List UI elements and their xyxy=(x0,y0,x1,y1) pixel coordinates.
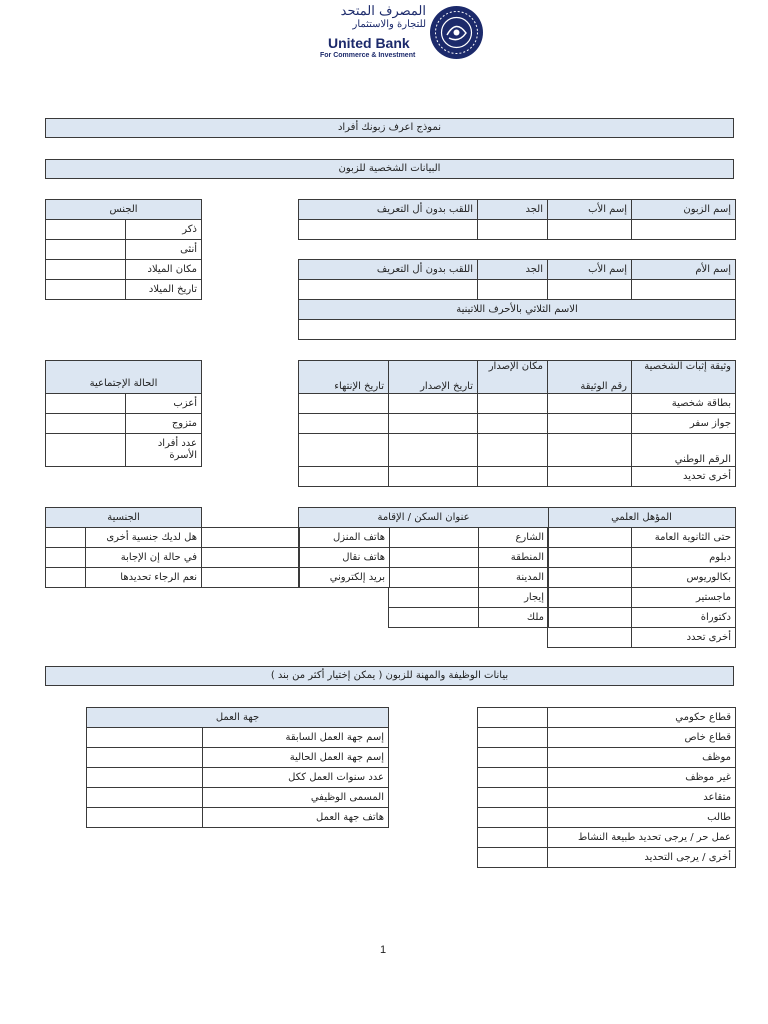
nationality-table xyxy=(45,507,202,588)
work-years-field[interactable] xyxy=(87,768,203,788)
address-row-label: الشارع xyxy=(479,528,549,548)
gender-row-label: مكان الميلاد xyxy=(126,260,202,280)
mother-name-header: إسم الأم xyxy=(632,260,736,280)
city-field[interactable] xyxy=(390,568,479,588)
previous-employer-field[interactable] xyxy=(87,728,203,748)
logo-arabic-name: المصرف المتحد xyxy=(340,4,426,19)
marital-row-label: متزوج xyxy=(126,414,202,434)
email-field[interactable] xyxy=(202,568,300,588)
birth-date-field[interactable] xyxy=(46,280,126,300)
marital-status-table xyxy=(45,360,202,467)
education-check-field[interactable] xyxy=(548,528,632,548)
employer-row-label: إسم جهة العمل السابقة xyxy=(203,728,389,748)
area-field[interactable] xyxy=(390,548,479,568)
nationality-row-label: هل لديك جنسية أخرى xyxy=(86,528,202,548)
job-title-field[interactable] xyxy=(87,788,203,808)
own-field[interactable] xyxy=(389,608,479,628)
employer-row-label: المسمى الوظيفي xyxy=(203,788,389,808)
id-number-field[interactable] xyxy=(548,467,632,487)
nationality-row-label: في حالة إن الإجابة xyxy=(86,548,202,568)
residence-type-table xyxy=(388,587,549,628)
personal-section-title: البيانات الشخصية للزبون xyxy=(45,159,734,179)
id-number-field[interactable] xyxy=(548,434,632,467)
mother-father-field[interactable] xyxy=(548,280,632,300)
job-type-check[interactable] xyxy=(478,748,548,768)
job-type-table xyxy=(477,707,736,868)
employer-row-label: هاتف جهة العمل xyxy=(203,808,389,828)
birth-place-field[interactable] xyxy=(46,260,126,280)
other-nationality-field[interactable] xyxy=(46,528,86,548)
logo-english-name: United Bank xyxy=(328,35,410,51)
address-row-label: هاتف نقال xyxy=(299,548,390,568)
job-type-label: متقاعد xyxy=(548,788,736,808)
marital-row-label: عدد أفراد الأسرة xyxy=(126,434,202,467)
logo-english-sub: For Commerce & Investment xyxy=(320,52,416,59)
bank-logo xyxy=(316,4,488,60)
mother-grandfather-field[interactable] xyxy=(478,280,548,300)
education-row-label: بكالوريوس xyxy=(632,568,736,588)
employer-phone-field[interactable] xyxy=(87,808,203,828)
customer-name-table xyxy=(298,199,736,240)
surname-header: اللقب بدون أل التعريف xyxy=(299,200,478,220)
mobile-field[interactable] xyxy=(202,548,300,568)
bank-emblem-icon xyxy=(429,5,484,60)
logo-arabic-sub: للتجارة والاستثمار xyxy=(352,19,426,30)
current-employer-field[interactable] xyxy=(87,748,203,768)
issue-date-field[interactable] xyxy=(389,414,478,434)
id-type-label: الرقم الوطني xyxy=(632,434,736,467)
family-size-field[interactable] xyxy=(46,434,126,467)
job-type-label: عمل حر / يرجى تحديد طبيعة النشاط xyxy=(548,828,736,848)
job-type-label: موظف xyxy=(548,748,736,768)
issue-place-field[interactable] xyxy=(478,434,548,467)
education-row-label: أخرى تحدد xyxy=(632,628,736,648)
mother-grandfather-header: الجد xyxy=(478,260,548,280)
married-field[interactable] xyxy=(46,414,126,434)
grandfather-header: الجد xyxy=(478,200,548,220)
gender-table xyxy=(45,199,202,300)
employer-table xyxy=(86,707,389,828)
education-check-field[interactable] xyxy=(548,568,632,588)
job-type-check[interactable] xyxy=(478,708,548,728)
address-row-label: هاتف المنزل xyxy=(299,528,390,548)
residence-type-label: ملك xyxy=(479,608,549,628)
education-check-field[interactable] xyxy=(548,608,632,628)
father-name-header: إسم الأب xyxy=(548,200,632,220)
id-number-field[interactable] xyxy=(548,394,632,414)
expiry-date-field[interactable] xyxy=(299,434,389,467)
job-type-check[interactable] xyxy=(478,848,548,868)
gender-header: الجنس xyxy=(46,200,202,220)
father-name-field[interactable] xyxy=(548,220,632,240)
expiry-date-field[interactable] xyxy=(299,394,389,414)
job-type-check[interactable] xyxy=(478,808,548,828)
id-document-header: وثيقة إثبات الشخصية xyxy=(632,361,736,394)
form-title: نموذج اعرف زبونك أفراد xyxy=(45,118,734,138)
gender-male-field[interactable] xyxy=(46,220,126,240)
nationality-header: الجنسية xyxy=(46,508,202,528)
education-header: المؤهل العلمي xyxy=(548,508,736,528)
gender-row-label: أنثى xyxy=(126,240,202,260)
employer-row-label: إسم جهة العمل الحالية xyxy=(203,748,389,768)
education-row-label: حتى الثانوية العامة xyxy=(632,528,736,548)
job-type-label: طالب xyxy=(548,808,736,828)
id-type-label: أخرى تحديد xyxy=(632,467,736,487)
street-field[interactable] xyxy=(390,528,479,548)
mother-father-header: إسم الأب xyxy=(548,260,632,280)
education-row-label: دبلوم xyxy=(632,548,736,568)
rent-field[interactable] xyxy=(389,588,479,608)
nationality-specify-field[interactable] xyxy=(46,568,86,588)
id-type-label: جواز سفر xyxy=(632,414,736,434)
gender-row-label: ذكر xyxy=(126,220,202,240)
expiry-date-field[interactable] xyxy=(299,414,389,434)
gender-female-field[interactable] xyxy=(46,240,126,260)
address-table xyxy=(298,507,549,588)
id-number-field[interactable] xyxy=(548,414,632,434)
grandfather-field[interactable] xyxy=(478,220,548,240)
address-row-label: المدينة xyxy=(479,568,549,588)
job-type-check[interactable] xyxy=(478,788,548,808)
issue-place-header: مكان الإصدار xyxy=(478,361,548,394)
residence-type-label: إيجار xyxy=(479,588,549,608)
issue-date-field[interactable] xyxy=(389,467,478,487)
issue-place-field[interactable] xyxy=(478,467,548,487)
address-row-label: المنطقة xyxy=(479,548,549,568)
id-document-table xyxy=(298,360,736,487)
mother-surname-header: اللقب بدون أل التعريف xyxy=(299,260,478,280)
page-number: 1 xyxy=(380,944,387,956)
job-type-label: قطاع خاص xyxy=(548,728,736,748)
mother-surname-field[interactable] xyxy=(299,280,478,300)
job-type-check[interactable] xyxy=(478,828,548,848)
job-type-label: أخرى / يرجى التحديد xyxy=(548,848,736,868)
address-row-label: بريد إلكتروني xyxy=(299,568,390,588)
education-other-field[interactable] xyxy=(548,628,632,648)
id-type-label: بطاقة شخصية xyxy=(632,394,736,414)
issue-date-field[interactable] xyxy=(389,434,478,467)
nationality-row-label: نعم الرجاء تحديدها xyxy=(86,568,202,588)
marital-row-label: أعزب xyxy=(126,394,202,414)
expiry-date-field[interactable] xyxy=(299,467,389,487)
contact-values-table xyxy=(201,527,300,588)
latin-name-field[interactable] xyxy=(299,320,736,340)
latin-name-header: الاسم الثلاثي بالأحرف اللاتينية xyxy=(299,300,736,320)
customer-name-header: إسم الزبون xyxy=(632,200,736,220)
job-type-label: غير موظف xyxy=(548,768,736,788)
issue-place-field[interactable] xyxy=(478,394,548,414)
id-number-header: رقم الوثيقة xyxy=(548,361,632,394)
home-phone-field[interactable] xyxy=(202,528,300,548)
education-check-field[interactable] xyxy=(548,588,632,608)
issue-date-field[interactable] xyxy=(389,394,478,414)
job-type-label: قطاع حكومي xyxy=(548,708,736,728)
education-row-label: ماجستير xyxy=(632,588,736,608)
surname-field[interactable] xyxy=(299,220,478,240)
expiry-date-header: تاريخ الإنتهاء xyxy=(299,361,389,394)
address-header: عنوان السكن / الإقامة xyxy=(299,508,549,528)
job-section-title: بيانات الوظيفة والمهنة للزبون ( يمكن إختيار أكثر من بند ) xyxy=(45,666,734,686)
issue-place-field[interactable] xyxy=(478,414,548,434)
education-row-label: دكتوراة xyxy=(632,608,736,628)
education-table xyxy=(547,507,736,648)
job-type-check[interactable] xyxy=(478,728,548,748)
employer-header: جهة العمل xyxy=(87,708,389,728)
gender-row-label: تاريخ الميلاد xyxy=(126,280,202,300)
employer-row-label: عدد سنوات العمل ككل xyxy=(203,768,389,788)
education-check-field[interactable] xyxy=(548,548,632,568)
nationality-answer-field[interactable] xyxy=(46,548,86,568)
customer-name-field[interactable] xyxy=(632,220,736,240)
issue-date-header: تاريخ الإصدار xyxy=(389,361,478,394)
mother-name-field[interactable] xyxy=(632,280,736,300)
mother-name-table xyxy=(298,259,736,340)
single-field[interactable] xyxy=(46,394,126,414)
marital-status-header: الحالة الإجتماعية xyxy=(46,361,202,394)
job-type-check[interactable] xyxy=(478,768,548,788)
